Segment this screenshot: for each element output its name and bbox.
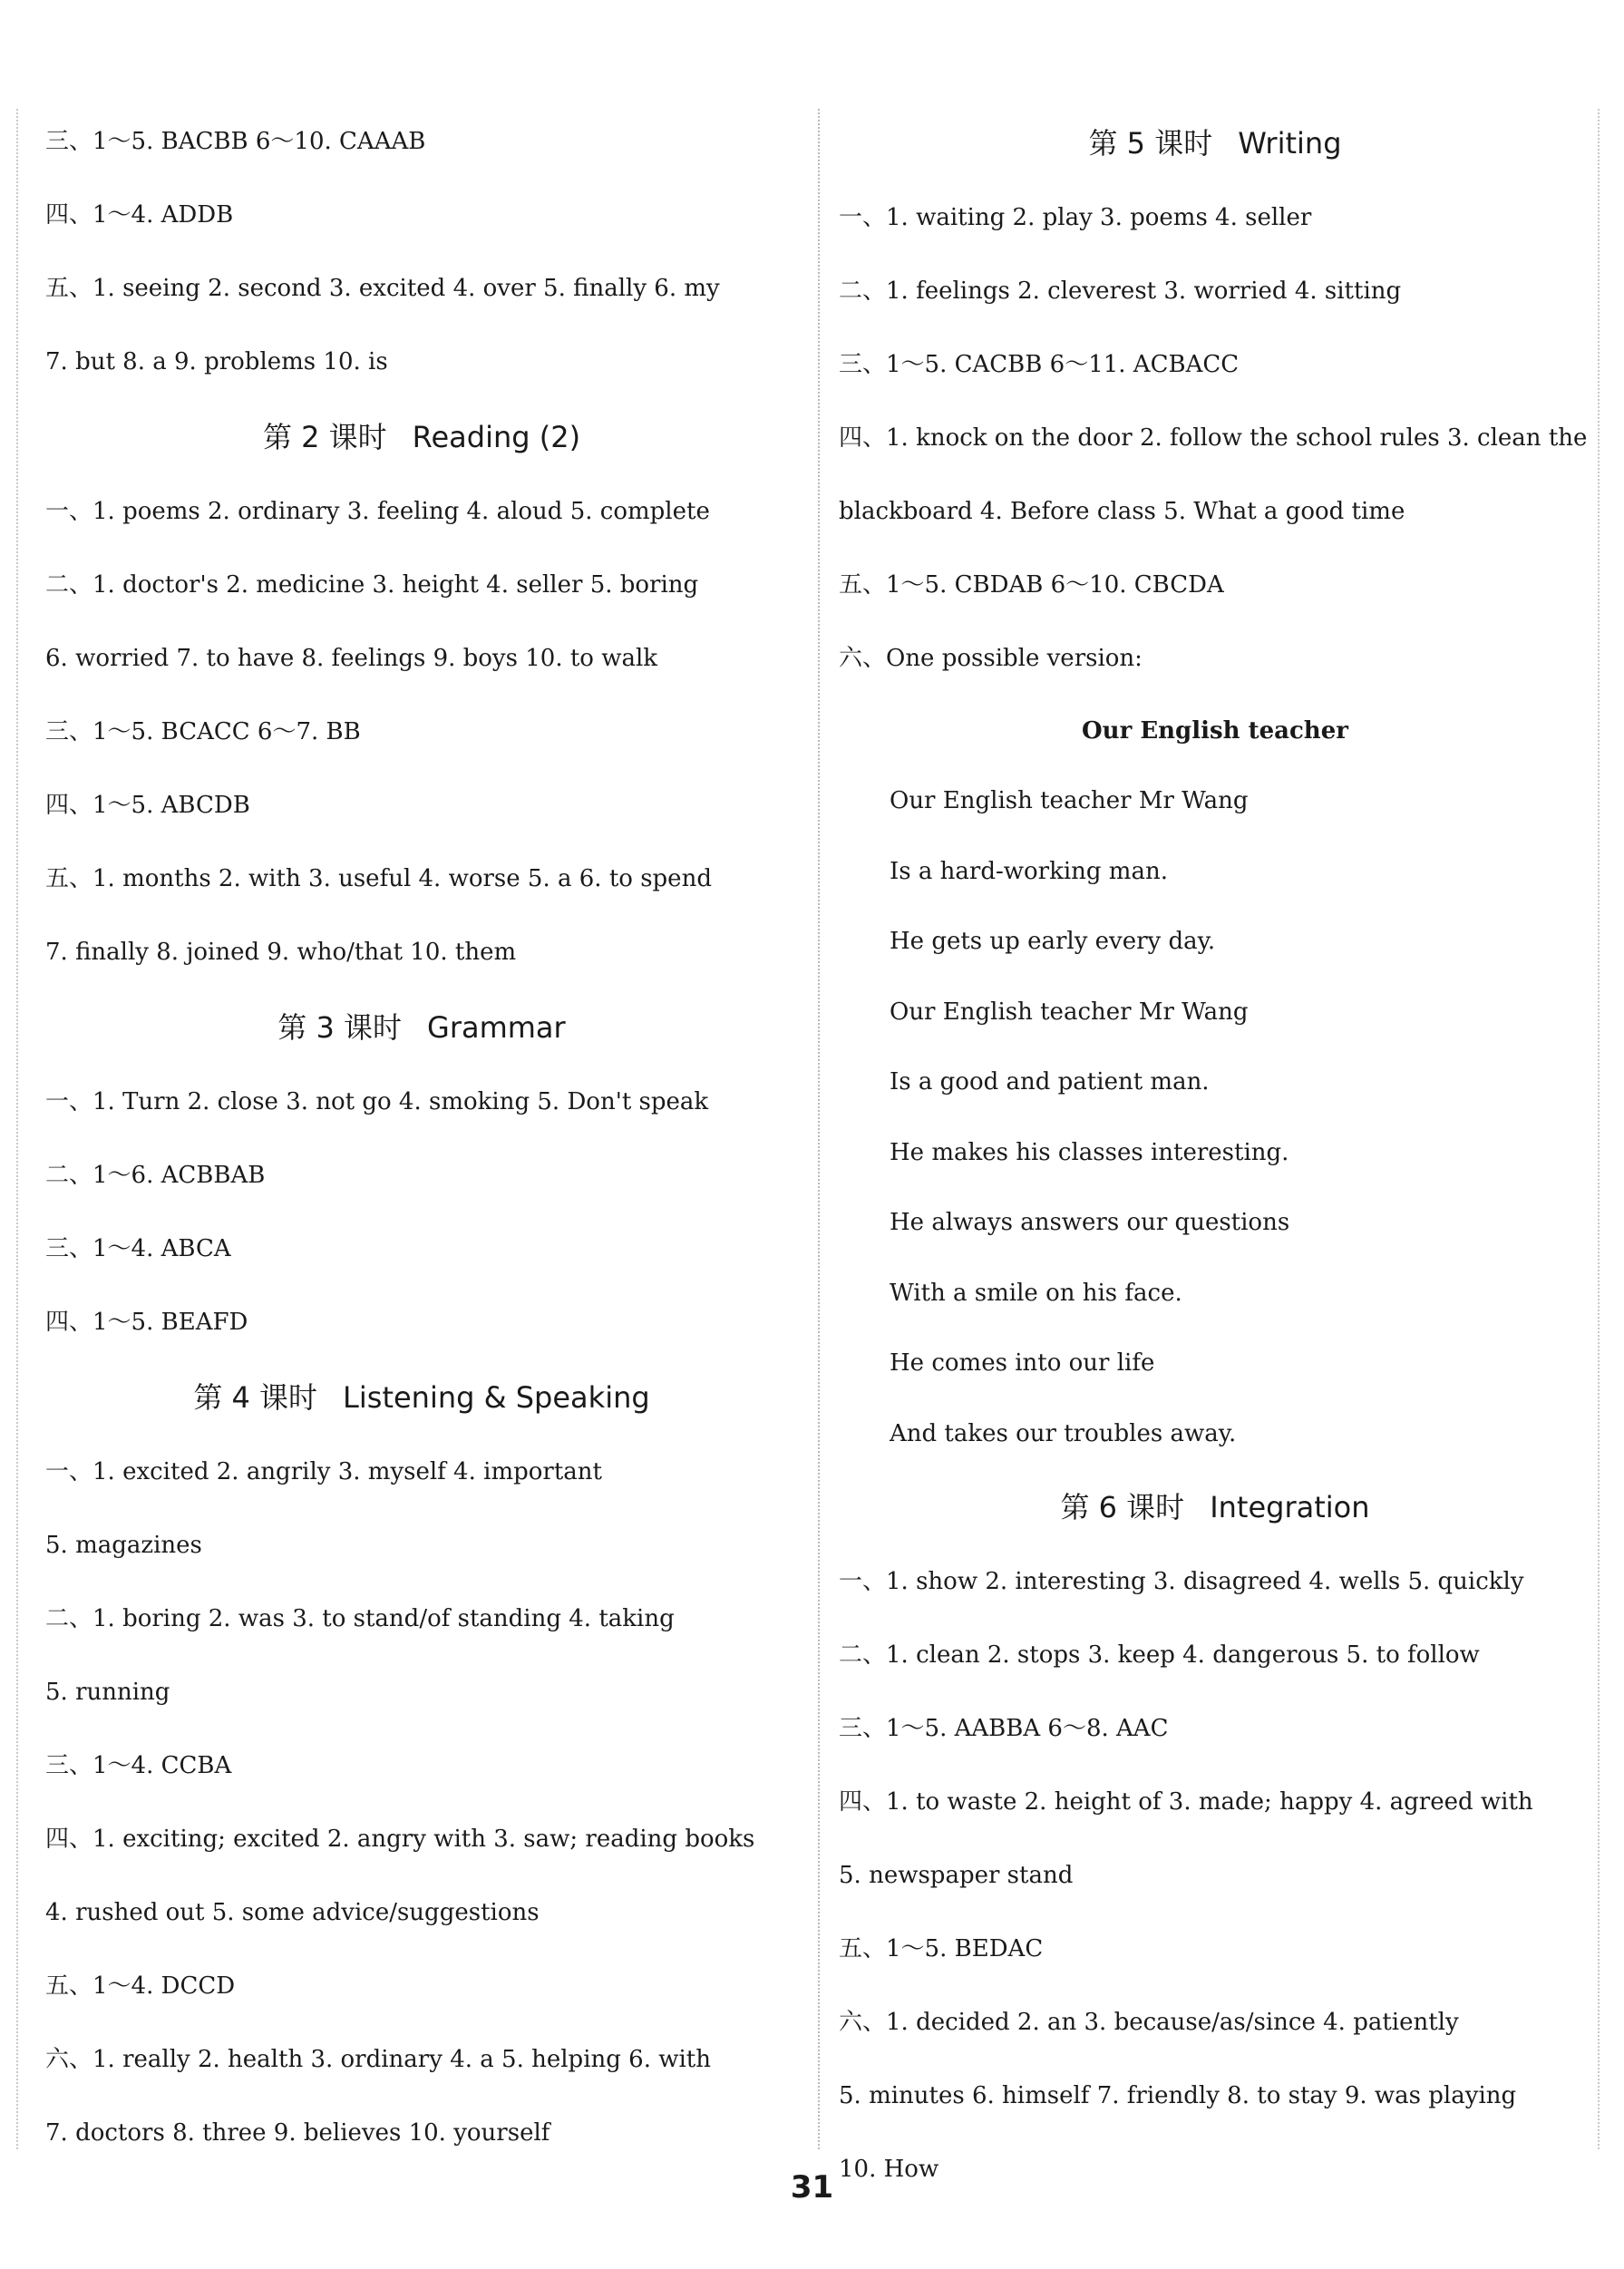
answer-line: 二、1. boring 2. was 3. to stand/of standing 4. taking — [45, 1605, 675, 1632]
page-number: 31 — [790, 2169, 834, 2206]
lesson-topic: Writing — [1238, 126, 1342, 161]
answer-line: 一、1. excited 2. angrily 3. myself 4. important — [45, 1458, 602, 1485]
answer-line: 一、1. show 2. interesting 3. disagreed 4. wells 5. quickly — [839, 1568, 1524, 1595]
answer-line: 三、1～5. BCACC 6～7. BB — [45, 718, 361, 745]
answer-line: 四、1. knock on the door 2. follow the school rules 3. clean the — [839, 424, 1588, 452]
poem-line: With a smile on his face. — [890, 1279, 1182, 1307]
lesson-heading — [839, 105, 1591, 181]
answer-line: 二、1. feelings 2. cleverest 3. worried 4. sitting — [839, 278, 1402, 305]
answer-line: 三、1～5. BACBB 6～10. CAAAB — [45, 128, 426, 155]
answer-line: 三、1～5. CACBB 6～11. ACBACC — [839, 351, 1240, 378]
answer-line: 五、1. seeing 2. second 3. excited 4. over 5. finally 6. my — [45, 275, 720, 302]
right-column — [839, 105, 1591, 2206]
answer-line: 四、1～5. ABCDB — [45, 792, 250, 819]
answer-line: 六、1. decided 2. an 3. because/as/since 4. patiently — [839, 2009, 1459, 2036]
lesson-heading — [839, 1469, 1591, 1545]
left-edge-rule — [16, 109, 18, 2149]
answer-line: 一、1. waiting 2. play 3. poems 4. seller — [839, 204, 1312, 231]
poem-line: Our English teacher Mr Wang — [890, 998, 1249, 1026]
poem-line: He makes his classes interesting. — [890, 1138, 1289, 1166]
answer-line: 二、1. doctor's 2. medicine 3. height 4. seller 5. boring — [45, 571, 699, 599]
answer-line: 一、1. Turn 2. close 3. not go 4. smoking 5. Don't speak — [45, 1088, 709, 1115]
lesson-number: 第 4 课时 — [193, 1380, 318, 1415]
lesson-number: 第 3 课时 — [277, 1010, 403, 1045]
answer-line: 三、1～4. ABCA — [45, 1235, 231, 1262]
answer-line: 四、1～4. ADDB — [45, 201, 234, 229]
poem-line: Is a hard-working man. — [890, 857, 1168, 885]
lesson-topic: Integration — [1210, 1490, 1370, 1524]
answer-line: 六、1. really 2. health 3. ordinary 4. a 5. helping 6. with — [45, 2046, 711, 2073]
poem-line: And takes our troubles away. — [890, 1419, 1237, 1447]
lesson-heading — [45, 399, 798, 475]
answer-line: 6. worried 7. to have 8. feelings 9. boys 10. to walk — [45, 645, 658, 672]
answer-line: 5. newspaper stand — [839, 1862, 1074, 1889]
answer-line: 二、1. clean 2. stops 3. keep 4. dangerous 5. to follow — [839, 1641, 1480, 1669]
lesson-topic: Reading (2) — [412, 420, 581, 454]
lesson-number: 第 5 课时 — [1088, 126, 1213, 161]
poem-line: Our English teacher Mr Wang — [890, 787, 1249, 814]
answer-line: 四、1～5. BEAFD — [45, 1309, 248, 1336]
answer-line: blackboard 4. Before class 5. What a good time — [839, 498, 1405, 525]
lesson-number: 第 2 课时 — [262, 420, 387, 454]
answer-line: 四、1. exciting; excited 2. angry with 3. saw; reading books — [45, 1826, 755, 1853]
answer-line: 5. magazines — [45, 1532, 202, 1559]
right-edge-rule — [1598, 109, 1600, 2149]
answer-line: 4. rushed out 5. some advice/suggestions — [45, 1899, 540, 1926]
answer-line: 10. How — [839, 2156, 939, 2183]
lesson-number: 第 6 课时 — [1060, 1490, 1185, 1524]
answer-line: 三、1～4. CCBA — [45, 1752, 232, 1779]
answer-line: 五、1～5. CBDAB 6～10. CBCDA — [839, 571, 1224, 599]
poem-line: He always answers our questions — [890, 1209, 1290, 1236]
lesson-topic: Listening & Speaking — [343, 1380, 650, 1415]
answer-line: 四、1. to waste 2. height of 3. made; happy 4. agreed with — [839, 1788, 1533, 1816]
answer-line: 7. finally 8. joined 9. who/that 10. them — [45, 939, 517, 966]
poem-line: Is a good and patient man. — [890, 1068, 1210, 1096]
answer-line: 7. doctors 8. three 9. believes 10. yourself — [45, 2119, 550, 2147]
left-column — [45, 105, 798, 2170]
answer-line: 一、1. poems 2. ordinary 3. feeling 4. aloud 5. complete — [45, 498, 710, 525]
answer-line: 7. but 8. a 9. problems 10. is — [45, 348, 388, 375]
answer-line: 5. running — [45, 1679, 170, 1706]
answer-line: 六、One possible version: — [839, 645, 1143, 672]
answer-line: 五、1. months 2. with 3. useful 4. worse 5. a 6. to spend — [45, 865, 712, 892]
lesson-heading — [45, 1359, 798, 1436]
poem-title: Our English teacher — [1082, 717, 1348, 745]
lesson-topic: Grammar — [427, 1010, 566, 1045]
poem-line: He comes into our life — [890, 1349, 1155, 1377]
answer-line: 二、1～6. ACBBAB — [45, 1162, 266, 1189]
poem-line: He gets up early every day. — [890, 928, 1216, 955]
answer-line: 5. minutes 6. himself 7. friendly 8. to stay 9. was playing — [839, 2082, 1517, 2109]
column-divider — [818, 109, 820, 2149]
answer-line: 三、1～5. AABBA 6～8. AAC — [839, 1715, 1169, 1742]
answer-line: 五、1～5. BEDAC — [839, 1935, 1044, 1962]
lesson-heading — [45, 989, 798, 1066]
answer-line: 五、1～4. DCCD — [45, 1972, 236, 2000]
